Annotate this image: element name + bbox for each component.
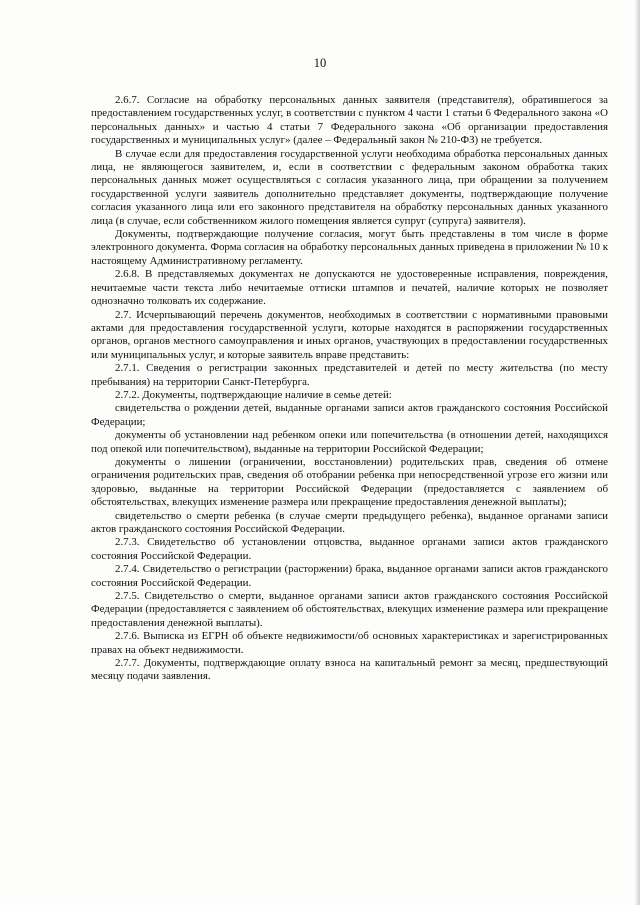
paragraph-2-7-6: 2.7.6. Выписка из ЕГРН об объекте недвижимости/об основных характеристиках и зарегистрированных правах на объект недвижимости. <box>91 630 608 656</box>
paragraph-2-7: 2.7. Исчерпывающий перечень документов, необходимых в соответствии с нормативными правовыми актами для предоставления государственной услуги, которые находятся в распоряжении государственных органов, органов местного самоуправления и иных органов, участвующих в предоставлении государственных или муниципальных услуг, и которые заявитель вправе представить: <box>91 308 608 361</box>
list-item-birth-certificates: свидетельства о рождении детей, выданные органами записи актов гражданского состояния Российской Федерации; <box>91 402 608 428</box>
paragraph-2-6-8: 2.6.8. В представляемых документах не допускаются не удостоверенные исправления, повреждения, нечитаемые части текста либо нечитаемые оттиски штампов и печатей, наличие которых не позволяет однозначно толковать их содержание. <box>91 268 608 308</box>
paragraph-2-7-2: 2.7.2. Документы, подтверждающие наличие в семье детей: <box>115 388 392 401</box>
paragraph-third-party-consent: В случае если для предоставления государственной услуги необходима обработка персональных данных лица, не являющегося заявителем, и, если в соответствии с федеральным законом обработка таких персональных данных может осуществляться с согласия указанного лица, при обращении за получением государственной услуги заявитель дополнительно представляет документы, подтверждающие получение согласия указанного лица или его законного представителя на обработку персональных данных указанного лица (в случае, если собственником жилого помещения является супруг (супруга) заявителя). <box>91 147 608 227</box>
list-item-guardianship-documents: документы об установлении над ребенком опеки или попечительства (в отношении детей, находящихся под опекой или попечительством), выданные на территории Российской Федерации; <box>91 429 608 455</box>
paragraph-2-7-3: 2.7.3. Свидетельство об установлении отцовства, выданное органами записи актов гражданского состояния Российской Федерации. <box>91 536 608 562</box>
page-number: 10 <box>313 56 327 70</box>
list-item-parental-rights-documents: документы о лишении (ограничении, восстановлении) родительских прав, сведения об отмене ограничения родительских прав, сведения об отобрании ребенка при непосредственной угрозе его жизни или здоровью, выданные на территории Российской Федерации (предоставляется с заявлением об обстоятельствах, влекущих изменение размера или прекращение предоставления денежной выплаты); <box>91 455 608 509</box>
scan-edge-shadow <box>634 0 640 905</box>
paragraph-2-6-7: 2.6.7. Согласие на обработку персональных данных заявителя (представителя), обратившегося за предоставлением государственных услуг, в соответствии с пунктом 4 части 1 статьи 6 Федерального закона «О персональных данных» и частью 4 статьи 7 Федерального закона «Об организации предоставления государственных и муниципальных услуг» (далее – Федеральный закон № 210-ФЗ) не требуется. <box>91 94 608 147</box>
paragraph-consent-documents: Документы, подтверждающие получение согласия, могут быть представлены в том числе в форме электронного документа. Форма согласия на обработку персональных данных приведена в приложении № 10 к настоящему Административному регламенту. <box>91 228 608 267</box>
list-item-child-death-certificate: свидетельство о смерти ребенка (в случае смерти предыдущего ребенка), выданное органами записи актов гражданского состояния Российской Федерации. <box>91 509 608 535</box>
paragraph-2-7-5: 2.7.5. Свидетельство о смерти, выданное органами записи актов гражданского состояния Российской Федерации (предоставляется с заявлением об обстоятельствах, влекущих изменение размера или прекращение предоставления денежной выплаты). <box>91 590 608 629</box>
paragraph-2-7-1: 2.7.1. Сведения о регистрации законных представителей и детей по месту жительства (по месту пребывания) на территории Санкт-Петербурга. <box>91 362 608 388</box>
paragraph-2-7-7: 2.7.7. Документы, подтверждающие оплату взноса на капитальный ремонт за месяц, предшествующий месяцу подачи заявления. <box>91 657 608 683</box>
document-body <box>91 94 608 684</box>
paragraph-2-7-4: 2.7.4. Свидетельство о регистрации (расторжении) брака, выданное органами записи актов гражданского состояния Российской Федерации. <box>91 563 608 589</box>
